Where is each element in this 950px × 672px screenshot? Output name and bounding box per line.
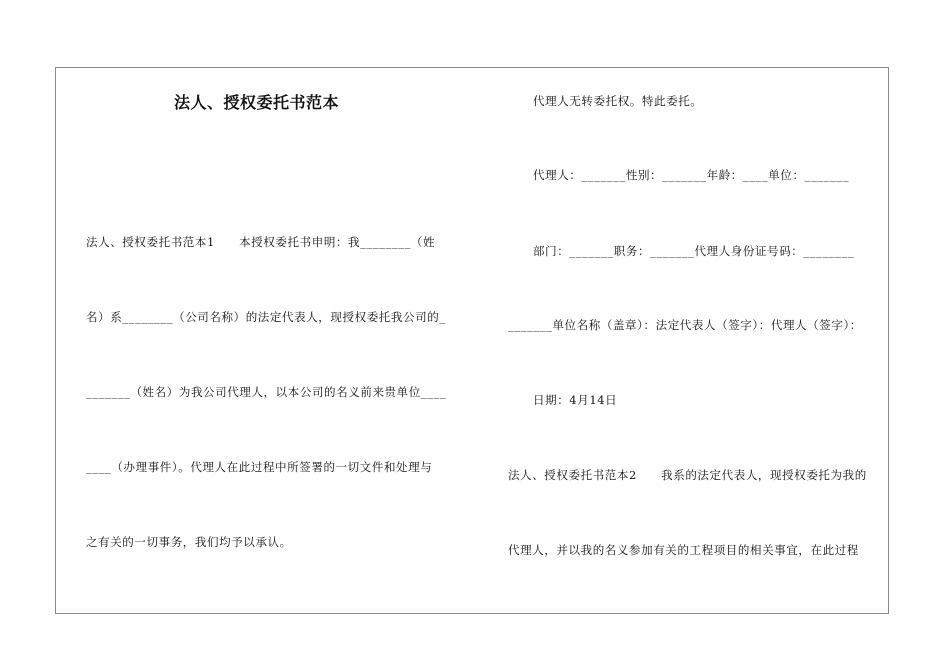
left-paragraph-line: 名）系________（公司名称）的法定代表人，现授权委托我公司的_ — [86, 310, 446, 324]
right-paragraph-line: 代理人无转委托权。特此委托。 — [533, 94, 703, 108]
agent-info-line: 部门：_______职务：_______代理人身份证号码：________ — [533, 244, 855, 258]
left-paragraph-line: ____（办理事件）。代理人在此过程中所签署的一切文件和处理与 — [86, 460, 433, 474]
left-paragraph-line: 法人、授权委托书范本1 本授权委托书申明：我________（姓 — [86, 235, 436, 249]
right-paragraph-line: 代理人，并以我的名义参加有关的工程项目的相关事宜，在此过程 — [508, 543, 859, 557]
date-line: 日期：4月14日 — [533, 393, 618, 407]
signature-line: _______单位名称（盖章）：法定代表人（签字）：代理人（签字）： — [508, 318, 862, 332]
left-paragraph-line: _______（姓名）为我公司代理人，以本公司的名义前来贵单位____ — [86, 385, 447, 399]
agent-info-line: 代理人：_______性别：_______年龄：____单位：_______ — [533, 168, 850, 182]
left-paragraph-line: 之有关的一切事务，我们均予以承认。 — [86, 535, 292, 549]
right-paragraph-line: 法人、授权委托书范本2 我系的法定代表人，现授权委托为我的 — [508, 468, 867, 482]
document-frame — [55, 67, 889, 614]
page-title: 法人、授权委托书范本 — [174, 93, 340, 112]
